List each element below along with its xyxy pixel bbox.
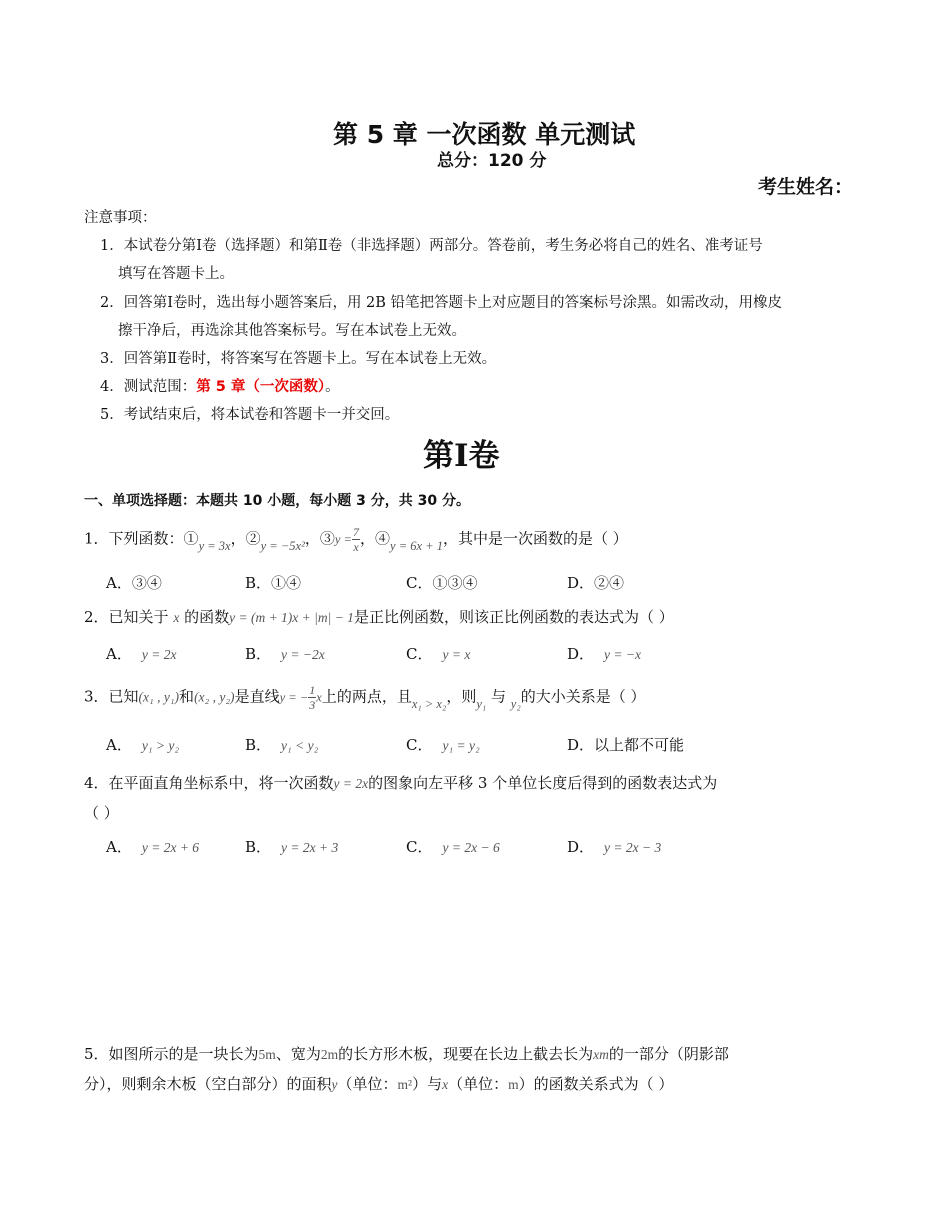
question-4 — [84, 772, 717, 793]
option-label: B． — [245, 736, 272, 754]
q5-mid-1: 、宽为 — [275, 1045, 321, 1063]
option-formula: y₁ < y₂ — [281, 738, 319, 753]
circle-3: ③ — [319, 529, 335, 548]
q3-with: 与 — [486, 687, 511, 706]
q5-prefix: 5．如图所示的是一块长为 — [84, 1045, 259, 1063]
q5-var-x: x — [442, 1077, 449, 1092]
q3-point-2: (x₂ , y₂) — [194, 689, 235, 705]
q2-formula: y = (m + 1)x + |m| − 1 — [229, 610, 354, 625]
question-2 — [84, 606, 674, 627]
sep: ， — [304, 529, 320, 548]
option-label: C． — [406, 645, 433, 663]
notice-item-2-cont: 擦干净后，再选涂其他答案标号。写在本试卷上无效。 — [118, 323, 466, 339]
q1-formula-1: y = 3x — [198, 538, 231, 553]
notice-item-4 — [100, 375, 340, 396]
option-label: C． — [406, 838, 433, 856]
q5-var-y: y — [331, 1077, 338, 1092]
circle-2: ② — [245, 529, 261, 548]
total-score: 总分：120 分 — [437, 151, 547, 171]
notice-item-4-suffix: 。 — [325, 379, 340, 395]
exam-title: 第 5 章 一次函数 单元测试 — [333, 120, 636, 149]
q3-fraction-num: 1 — [309, 683, 316, 697]
q5-line2-e: ）的函数关系式为（ ） — [518, 1075, 674, 1093]
q2-mid: 的函数 — [179, 608, 230, 626]
q4-option-b — [245, 836, 338, 857]
q3-line-x: x — [316, 690, 322, 705]
q4-formula: y = 2x — [333, 776, 369, 791]
option-formula: y = 2x + 6 — [141, 840, 200, 855]
q3-option-c — [406, 734, 480, 755]
q3-condition: x₁ > x₂ — [411, 696, 447, 711]
notice-item-3: 3．回答第Ⅱ卷时，将答案写在答题卡上。写在本试卷上无效。 — [100, 351, 497, 367]
q3-and: 和 — [179, 687, 195, 706]
q2-option-b — [245, 643, 325, 664]
notice-heading: 注意事项： — [84, 210, 157, 226]
q5-line2-c: ）与 — [412, 1075, 443, 1093]
q2-option-c — [406, 643, 470, 664]
candidate-name-label: 考生姓名： — [758, 176, 854, 198]
q2-tail: 是正比例函数，则该正比例函数的表达式为（ ） — [353, 608, 674, 626]
option-formula: y = 2x − 6 — [442, 840, 500, 855]
option-label: B． — [245, 645, 272, 663]
option-formula: y₁ > y₂ — [141, 738, 180, 753]
notice-item-1-cont: 填写在答题卡上。 — [118, 266, 234, 282]
q3-y2: y₂ — [510, 696, 521, 711]
q5-tail-1: 的一部分（阴影部 — [608, 1045, 729, 1063]
q5-unit-area: m² — [397, 1077, 413, 1092]
q3-fraction-den: 3 — [309, 698, 316, 712]
option-label: A． — [106, 645, 132, 663]
q5-length: 5m — [258, 1047, 276, 1062]
question-3 — [84, 684, 645, 711]
q1-fraction — [352, 526, 360, 553]
option-label: D． — [567, 645, 595, 663]
option-formula: y = −2x — [281, 647, 325, 662]
q1-fraction-num: 7 — [352, 525, 359, 539]
option-formula: y = 2x + 3 — [281, 840, 339, 855]
option-formula: y = x — [442, 647, 471, 662]
q2-var-x: x — [173, 610, 180, 625]
q1-number: 1．下列函数： — [84, 529, 184, 548]
notice-item-2: 2．回答第Ⅰ卷时，选出每小题答案后，用 2B 铅笔把答题卡上对应题目的答案标号涂黑。如需改动，用橡皮 — [100, 295, 783, 311]
q3-option-d: D．以上都不可能 — [567, 736, 685, 754]
notice-item-5: 5．考试结束后，将本试卷和答题卡一并交回。 — [100, 407, 400, 423]
q1-option-a: A．③④ — [106, 574, 162, 592]
volume-title: 第Ⅰ卷 — [423, 438, 500, 474]
section-heading: 一、单项选择题：本题共 10 小题，每小题 3 分，共 30 分。 — [84, 493, 470, 509]
circle-1: ① — [183, 529, 199, 548]
q5-line2-d: （单位： — [448, 1075, 509, 1093]
circle-4: ④ — [375, 529, 391, 548]
notice-item-4-prefix: 4．测试范围： — [100, 379, 197, 395]
option-formula: y₁ = y₂ — [442, 738, 480, 753]
option-label: A． — [106, 838, 132, 856]
q4-option-c — [406, 836, 500, 857]
q3-tail: 的大小关系是（ ） — [520, 687, 646, 706]
question-5 — [84, 1043, 729, 1064]
q2-option-a — [106, 643, 176, 664]
question-5-line-2 — [84, 1073, 673, 1094]
q5-mid-2: 的长方形木板，现要在长边上截去长为 — [338, 1045, 594, 1063]
q4-option-d — [567, 836, 661, 857]
q3-point-1: (x₁ , y₁) — [138, 689, 180, 705]
q5-unit-length: m — [508, 1077, 519, 1092]
test-range: 第 5 章（一次函数） — [196, 379, 326, 395]
option-label: A． — [106, 736, 132, 754]
q5-line2-b: （单位： — [337, 1075, 398, 1093]
q1-tail: ，其中是一次函数的是（ ） — [442, 529, 628, 548]
q5-cut-length: xm — [593, 1047, 609, 1062]
sep: ， — [359, 529, 375, 548]
q3-mid-2: 上的两点，且 — [321, 687, 412, 706]
sep: ， — [230, 529, 246, 548]
notice-item-1: 1．本试卷分第Ⅰ卷（选择题）和第Ⅱ卷（非选择题）两部分。答卷前，考生务必将自己的姓名、准考证号 — [100, 238, 763, 254]
q4-tail: 的图象向左平移 3 个单位长度后得到的函数表达式为 — [368, 774, 718, 792]
q4-answer-paren: （ ） — [84, 804, 119, 822]
q3-option-b — [245, 734, 318, 755]
q1-fraction-den: x — [353, 540, 359, 554]
q1-option-b: B．①④ — [245, 574, 302, 592]
option-formula: y = −x — [604, 647, 641, 662]
q3-line-lhs: y = − — [279, 690, 309, 705]
q3-mid-1: 是直线 — [234, 687, 280, 706]
q3-y1: y₁ — [476, 696, 487, 711]
q3-option-a — [106, 734, 179, 755]
q1-formula-2: y = −5x² — [260, 538, 305, 553]
question-1 — [84, 526, 628, 553]
q4-prefix: 4．在平面直角坐标系中，将一次函数 — [84, 774, 334, 792]
q4-option-a — [106, 836, 199, 857]
q1-option-d: D．②④ — [567, 574, 625, 592]
option-formula: y = 2x − 3 — [604, 840, 662, 855]
q1-formula-4: y = 6x + 1 — [390, 538, 443, 553]
q5-width: 2m — [320, 1047, 339, 1062]
q3-prefix: 3．已知 — [84, 687, 139, 706]
q2-prefix: 2．已知关于 — [84, 608, 174, 626]
option-label: D． — [567, 838, 595, 856]
q1-formula-3-lhs: y = — [334, 532, 352, 547]
q2-option-d — [567, 643, 641, 664]
q5-line2-a: 分），则剩余木板（空白部分）的面积 — [84, 1075, 332, 1093]
option-formula: y = 2x — [141, 647, 177, 662]
q3-mid-3: ，则 — [446, 687, 477, 706]
option-label: B． — [245, 838, 272, 856]
option-label: C． — [406, 736, 433, 754]
q1-option-c: C．①③④ — [406, 574, 478, 592]
